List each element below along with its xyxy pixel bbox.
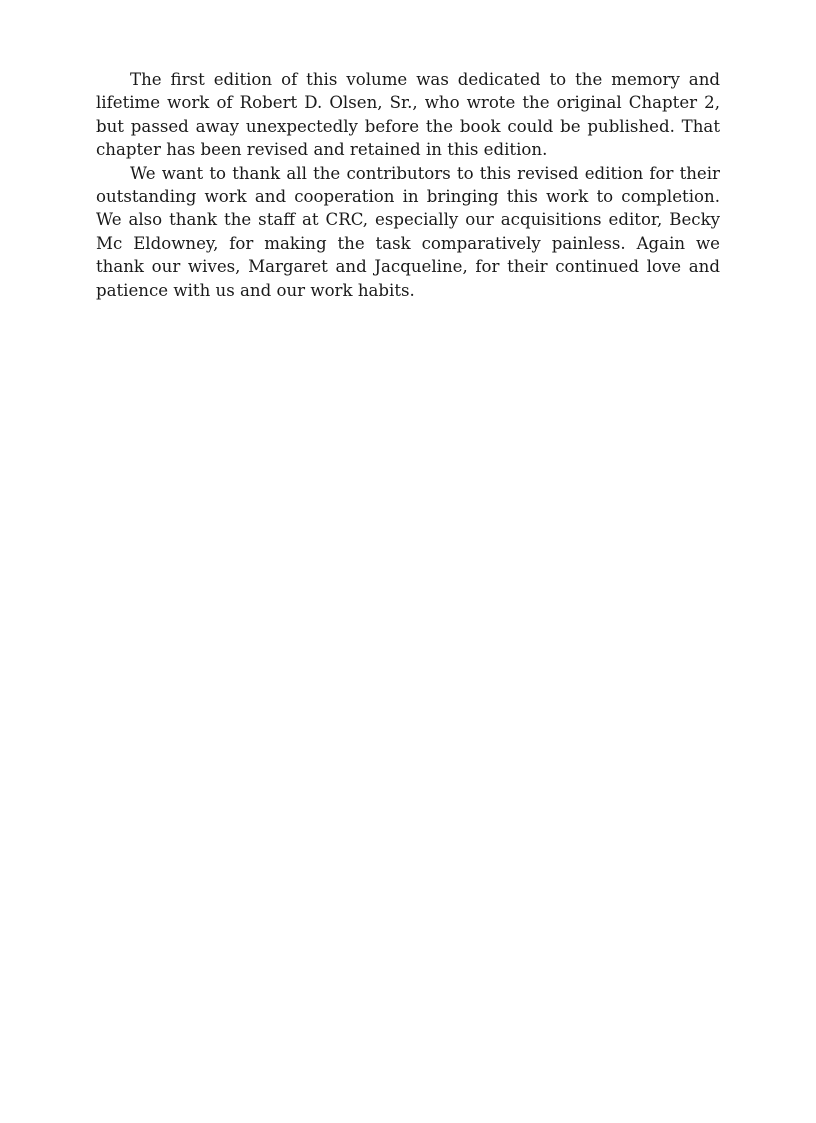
acknowledgment-text <box>96 68 720 302</box>
paragraph-thanks: We want to thank all the contributors to this revised edition for their outstanding work and cooperation in bringing this work to completion. We also thank the staff at CRC, especially our acquisitions editor, Becky Mc Eldowney, for making the task comparatively painless. Again we thank our wives, Margaret and Jacqueline, for their continued love and patience with us and our work habits. <box>96 163 720 300</box>
paragraph-dedication: The first edition of this volume was dedicated to the memory and lifetime work of Robert D. Olsen, Sr., who wrote the original Chapter 2, but passed away unexpectedly before the book could be published. That chapter has been revised and retained in this edition. <box>96 70 720 160</box>
